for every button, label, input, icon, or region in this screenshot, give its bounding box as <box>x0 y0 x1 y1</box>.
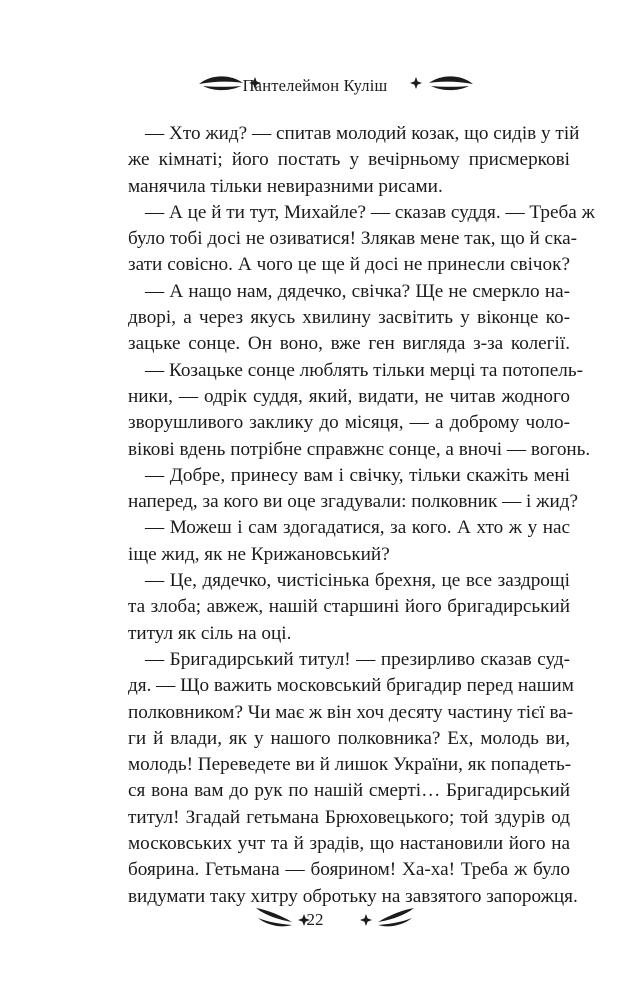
text-line: — Добре, принесу вам і свічку, тільки скажіть мені <box>145 464 570 486</box>
body-text <box>128 121 595 910</box>
text-line: — А це й ти тут, Михайле? — сказав суддя. — Треба ж <box>145 201 595 223</box>
paragraph <box>128 279 570 358</box>
right-diamond-star-icon <box>410 77 422 89</box>
text-line: видумати таку хитру обротьку на завзятого запорожця. <box>128 885 578 907</box>
text-line: зати совісно. А чого це ще й досі не принесли свічок? <box>128 254 570 276</box>
text-line: та злоба; авжеж, нашій старшині його бригадирський <box>128 596 570 618</box>
text-line: титул як сіль на оці. <box>128 622 292 644</box>
text-line: зворушливого заклику до місяця, — а доброму чоло- <box>128 412 570 434</box>
text-line: московських учт та й зрадів, що настановили його на <box>128 833 570 855</box>
text-line: вікові вдень потрібне справжнє сонце, а вночі — вогонь. <box>128 438 591 460</box>
running-title: Пантелеймон Куліш <box>242 76 388 95</box>
text-line: боярина. Гетьмана — боярином! Ха-ха! Треба ж було <box>128 859 570 881</box>
paragraph <box>128 568 570 647</box>
text-line: ги й влади, як у нашого полковника? Ех, молодь ви, <box>128 727 570 749</box>
text-line: титул! Згадай гетьмана Брюховецького; той здурів од <box>128 806 570 828</box>
paragraph <box>128 463 578 516</box>
text-line: було тобі досі не озиватися! Злякав мене так, що й ска- <box>128 228 578 250</box>
text-line: — Козацьке сонце люблять тільки мерці та потопель- <box>145 359 584 381</box>
text-line: ся вона вам до рук по нашій смерті… Бригадирський <box>128 780 570 802</box>
text-line: — А нащо нам, дядечко, свічка? Ще не смеркло на- <box>145 280 570 302</box>
page-footer <box>0 902 630 938</box>
running-header <box>0 72 630 102</box>
text-line: ники, — одрік суддя, який, видати, не читав жодного <box>128 385 570 407</box>
text-line: же кімнаті; його постать у вечірньому присмеркові <box>128 149 570 171</box>
text-line: дворі, а через якусь хвилину засвітить у віконце ко- <box>128 307 570 329</box>
right-leaf-ornament-icon <box>376 904 416 932</box>
text-line: — Можеш і сам здогадатися, за кого. А хто ж у нас <box>145 517 570 539</box>
paragraph <box>128 358 591 463</box>
paragraph <box>128 647 578 910</box>
text-line: полковником? Чи має ж він хоч десяту частину тієї ва- <box>128 701 574 723</box>
paragraph <box>128 515 570 568</box>
text-line: зацьке сонце. Он воно, вже ген вигляда з-за колегії. <box>128 333 570 355</box>
paragraph <box>128 200 595 279</box>
text-line: наперед, за кого ви оце згадували: полковник — і жид? <box>128 491 578 513</box>
text-line: — Це, дядечко, чистісінька брехня, це все заздрощі <box>145 570 570 592</box>
right-diamond-star-icon <box>360 914 372 926</box>
text-line: молодь! Переведете ви й лишок України, як попадеть- <box>128 754 572 776</box>
text-line: манячила тільки невиразними рисами. <box>128 175 443 197</box>
paragraph <box>128 121 580 200</box>
text-line: — Хто жид? — спитав молодий козак, що сидів у тій <box>145 123 580 144</box>
page-number: 22 <box>306 910 324 929</box>
text-line: — Бригадирський титул! — презирливо сказав суд- <box>145 648 570 670</box>
text-line: іще жид, як не Крижановський? <box>128 543 390 565</box>
right-leaf-ornament-icon <box>427 72 475 94</box>
text-line: дя. — Що важить московський бригадир перед нашим <box>128 675 574 697</box>
